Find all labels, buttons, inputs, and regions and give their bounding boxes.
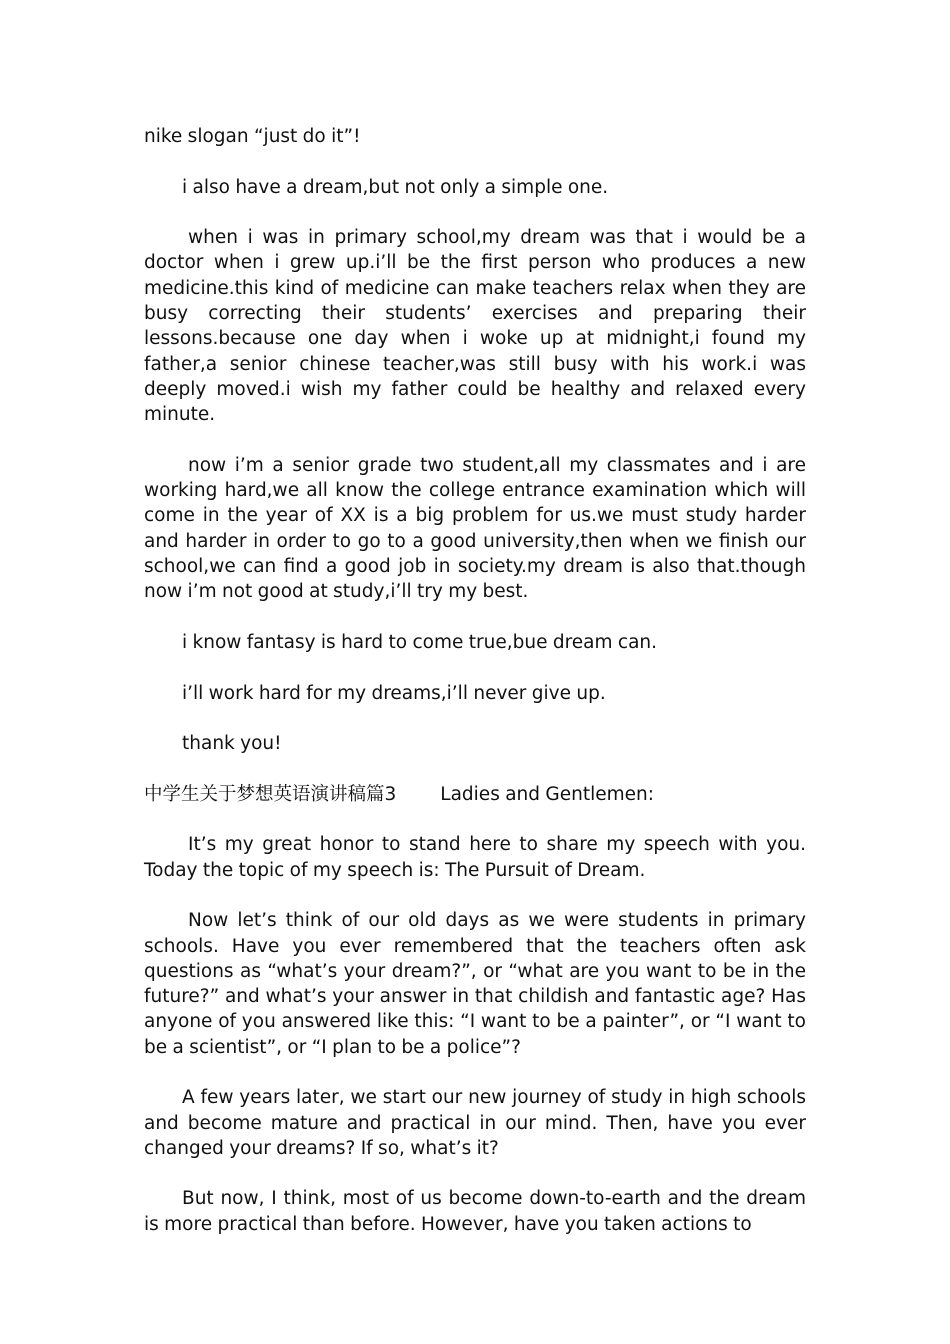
paragraph-senior-grade: now i’m a senior grade two student,all my classmates and i are working hard,we all know the college entrance examination which will come in the year of XX is a big problem for us.we must study harder and harder in order to go to a good university,then when we finish our school,we can find a good job in society.my dream is also that.though now i’m not good at study,i’ll try my best. bbox=[144, 454, 806, 603]
paragraph-high-school: A few years later, we start our new journey of study in high schools and become mature and practical in our mind. Then, have you ever changed your dreams? If so, what’s it? bbox=[144, 1087, 806, 1159]
paragraph-slogan: nike slogan “just do it”! bbox=[144, 126, 361, 147]
paragraph-fantasy: i know fantasy is hard to come true,bue dream can. bbox=[182, 631, 658, 653]
paragraph-work-hard: i’ll work hard for my dreams,i’ll never give up. bbox=[182, 682, 606, 704]
paragraph-thank-you: thank you! bbox=[182, 733, 282, 755]
section-title: 中学生关于梦想英语演讲稿篇3 bbox=[144, 783, 397, 805]
paragraph-honor: It’s my great honor to stand here to share my speech with you. Today the topic of my speech is: The Pursuit of Dream. bbox=[144, 834, 806, 881]
section-heading bbox=[144, 782, 806, 807]
paragraph-down-to-earth: But now, I think, most of us become down-to-earth and the dream is more practical than before. However, have you taken actions to bbox=[144, 1188, 806, 1235]
document-body bbox=[144, 124, 806, 1262]
paragraph-primary-school-dream: when i was in primary school,my dream was that i would be a doctor when i grew up.i’ll be the first person who produces a new medicine.this kind of medicine can make teachers relax when they are busy correcting their students’ exercises and preparing their lessons.because one day when i woke up at midnight,i found my father,a senior chinese teacher,was still busy with his work.i was deeply moved.i wish my father could be healthy and relaxed every minute. bbox=[144, 227, 806, 426]
paragraph-old-days: Now let’s think of our old days as we were students in primary schools. Have you ever remembered that the teachers often ask questions as “what’s your dream?”, or “what are you want to be in the future?” and what’s your answer in that childish and fantastic age? Has anyone of you answered like this: “I want to be a painter”, or “I want to be a scientist”, or “I plan to be a police”? bbox=[144, 910, 806, 1058]
salutation: Ladies and Gentlemen: bbox=[440, 783, 654, 805]
paragraph-dream-intro: i also have a dream,but not only a simple one. bbox=[182, 176, 609, 198]
